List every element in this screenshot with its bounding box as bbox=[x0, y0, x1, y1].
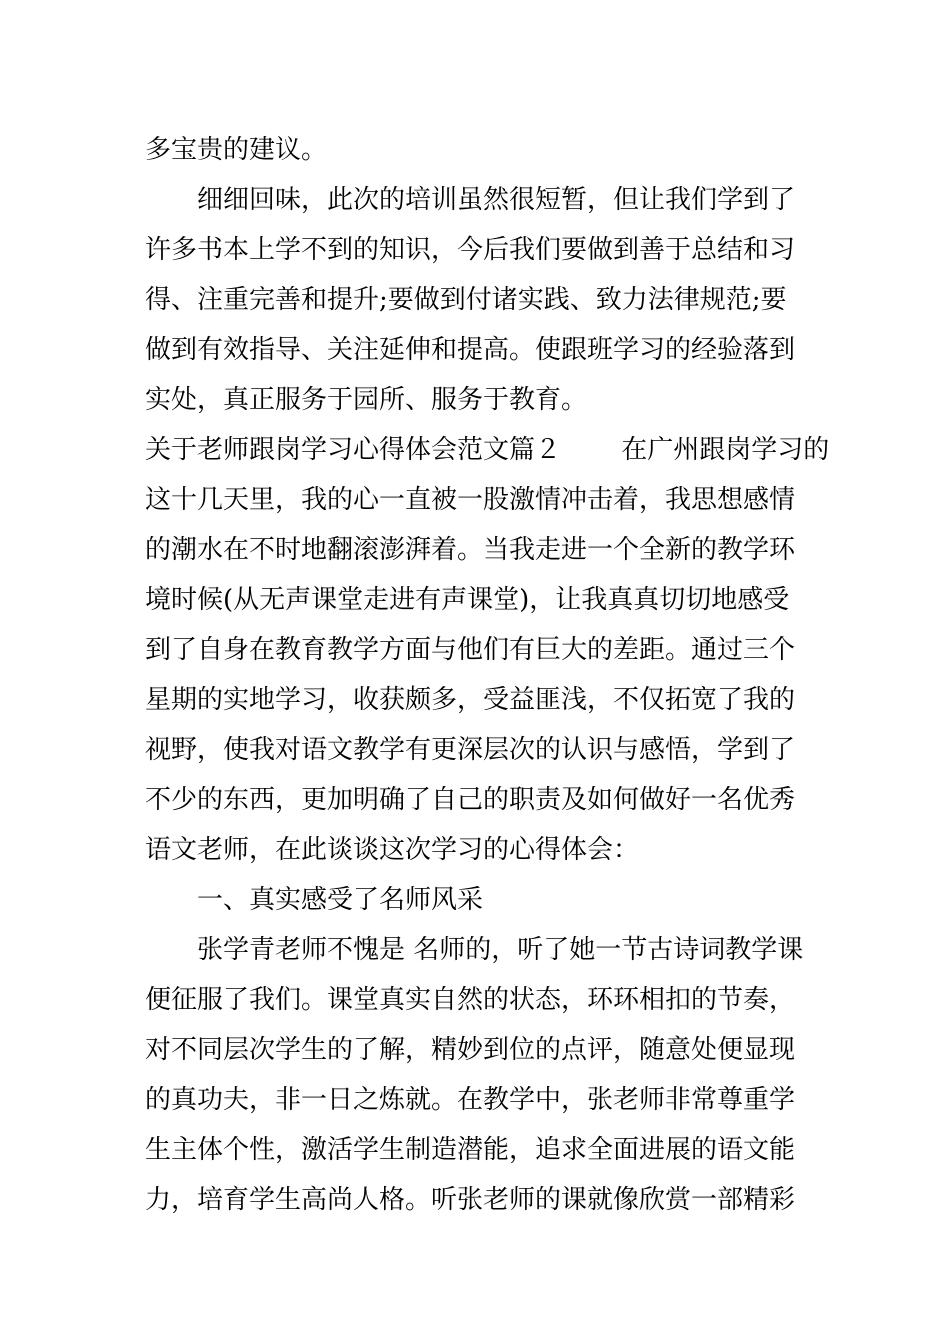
text-line: 的潮水在不时地翻滚澎湃着。当我走进一个全新的教学环 bbox=[145, 535, 796, 565]
section-title-line: 关于老师跟岗学习心得体会范文篇２ 在广州跟岗学习的 bbox=[145, 435, 830, 465]
text-line: 视野，使我对语文教学有更深层次的认识与感悟，学到了 bbox=[145, 735, 796, 765]
text-line: 到了自身在教育教学方面与他们有巨大的差距。通过三个 bbox=[145, 635, 796, 665]
paragraph-start-line: 张学青老师不愧是 名师的，听了她一节古诗词教学课 bbox=[197, 935, 804, 965]
text-line: 多宝贵的建议。 bbox=[145, 135, 328, 165]
text-line: 便征服了我们。课堂真实自然的状态，环环相扣的节奏， bbox=[145, 985, 796, 1015]
text-line: 生主体个性，激活学生制造潜能，追求全面进展的语文能 bbox=[145, 1135, 796, 1165]
text-line: 许多书本上学不到的知识，今后我们要做到善于总结和习 bbox=[145, 235, 796, 265]
text-line: 力，培育学生高尚人格。听张老师的课就像欣赏一部精彩 bbox=[145, 1185, 796, 1215]
text-line: 对不同层次学生的了解，精妙到位的点评，随意处便显现 bbox=[145, 1035, 796, 1065]
text-line: 得、注重完善和提升;要做到付诸实践、致力法律规范;要 bbox=[145, 285, 787, 315]
text-line: 实处，真正服务于园所、服务于教育。 bbox=[145, 385, 588, 415]
text-line: 不少的东西，更加明确了自己的职责及如何做好一名优秀 bbox=[145, 785, 796, 815]
subheading-line: 一、真实感受了名师风采 bbox=[197, 885, 484, 915]
text-line: 这十几天里，我的心一直被一股激情冲击着，我思想感情 bbox=[145, 485, 796, 515]
text-line: 语文老师，在此谈谈这次学习的心得体会： bbox=[145, 835, 640, 865]
paragraph-start-line: 细细回味，此次的培训虽然很短暂，但让我们学到了 bbox=[197, 185, 796, 215]
text-line: 做到有效指导、关注延伸和提高。使跟班学习的经验落到 bbox=[145, 335, 796, 365]
text-line: 境时候(从无声课堂走进有声课堂)，让我真真切切地感受 bbox=[145, 585, 790, 615]
text-line: 的真功夫，非一日之炼就。在教学中，张老师非常尊重学 bbox=[145, 1085, 796, 1115]
text-line: 星期的实地学习，收获颇多，受益匪浅，不仅拓宽了我的 bbox=[145, 685, 796, 715]
